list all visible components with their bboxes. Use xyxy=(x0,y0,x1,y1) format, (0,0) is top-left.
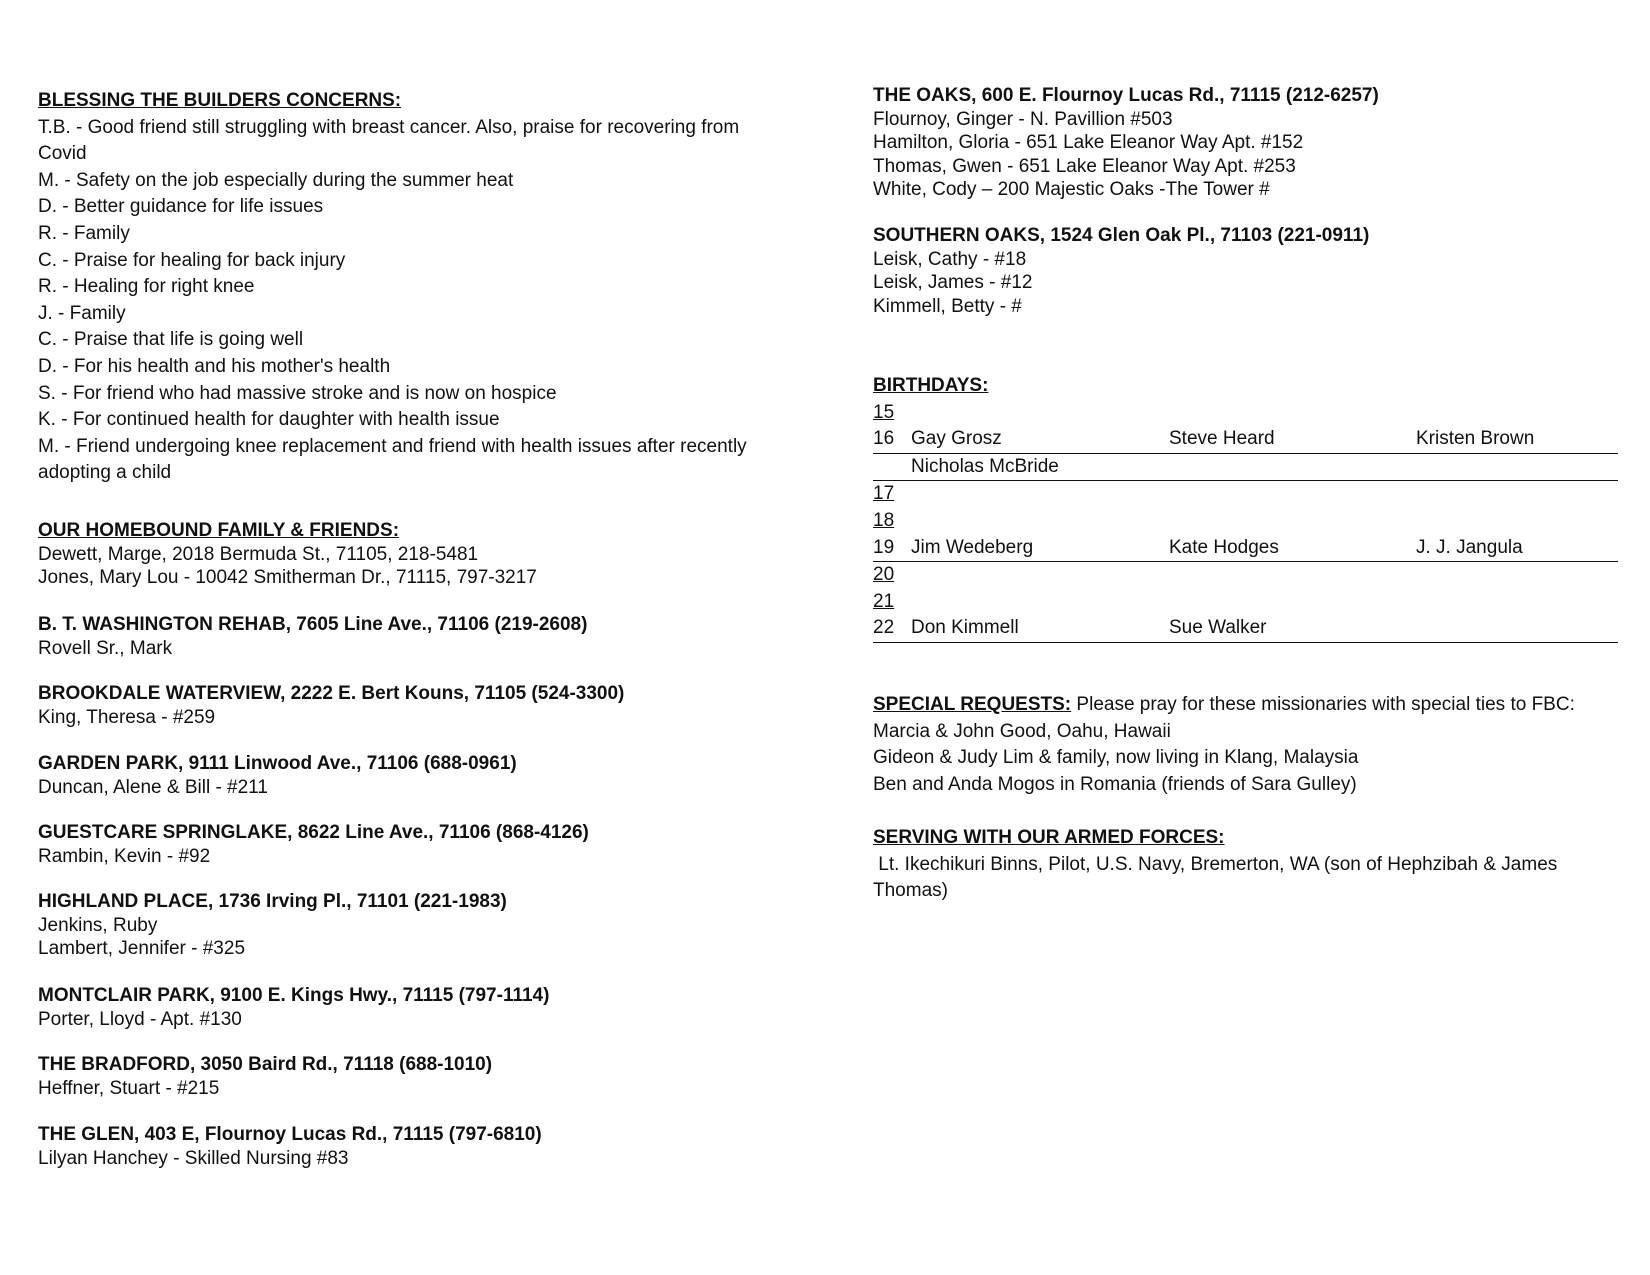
resident-name: Leisk, James - #12 xyxy=(873,272,1033,293)
special-requests-line xyxy=(873,692,1618,719)
birthday-row xyxy=(873,400,1618,427)
resident-name: White, Cody – 200 Majestic Oaks -The Tower # xyxy=(873,179,1270,200)
birthday-day: 22 xyxy=(873,617,895,639)
concern-item: T.B. - Good friend still struggling with breast cancer. Also, praise for recovering from Covid xyxy=(38,116,740,165)
concern-item: C. - Praise that life is going well xyxy=(38,329,304,351)
facility-name: THE GLEN, 403 E, Flournoy Lucas Rd., 71115 (797-6810) xyxy=(38,1124,542,1145)
homebound-item: Dewett, Marge, 2018 Bermuda St., 71105, 218-5481 xyxy=(38,543,479,565)
birthday-name: Jim Wedeberg xyxy=(911,536,1034,558)
facility-block xyxy=(38,613,587,660)
resident-name: Leisk, Cathy - #18 xyxy=(873,248,1027,270)
facility-name: GUESTCARE SPRINGLAKE, 8622 Line Ave., 71106 (868-4126) xyxy=(38,822,589,843)
armed-forces-item: Lt. Ikechikuri Binns, Pilot, U.S. Navy, Bremerton, WA (son of Hephzibah & James Thomas) xyxy=(873,853,1563,902)
concern-item: C. - Praise for healing for back injury xyxy=(38,249,346,271)
concern-item: M. - Friend undergoing knee replacement and friend with health issues after recently adopting a child xyxy=(38,435,747,484)
birthday-day: 19 xyxy=(873,536,895,558)
concern-item: R. - Family xyxy=(38,222,130,244)
resident-name: Flournoy, Ginger - N. Pavillion #503 xyxy=(873,108,1173,130)
special-requests-heading: SPECIAL REQUESTS: xyxy=(873,694,1072,715)
birthday-name: Steve Heard xyxy=(1169,428,1275,450)
birthday-day: 20 xyxy=(873,564,895,586)
missionary-item: Ben and Anda Mogos in Romania (friends of Sara Gulley) xyxy=(873,773,1357,795)
armed-forces-section xyxy=(873,825,1613,905)
birthday-name: Kristen Brown xyxy=(1416,428,1535,450)
armed-forces-heading: SERVING WITH OUR ARMED FORCES: xyxy=(873,827,1225,848)
concern-item: R. - Healing for right knee xyxy=(38,276,255,298)
birthday-row xyxy=(873,426,1618,454)
missionary-item: Gideon & Judy Lim & family, now living in Klang, Malaysia xyxy=(873,747,1359,769)
resident-name: Kimmell, Betty - # xyxy=(873,295,1022,317)
resident-name: Duncan, Alene & Bill - #211 xyxy=(38,776,268,798)
concern-item: M. - Safety on the job especially during the summer heat xyxy=(38,169,514,191)
facility-block xyxy=(38,821,589,868)
birthday-row xyxy=(873,508,1618,535)
resident-name: Rambin, Kevin - #92 xyxy=(38,845,211,867)
birthday-row-continued xyxy=(873,454,1618,482)
concerns-section xyxy=(38,88,778,487)
birthday-name: Nicholas McBride xyxy=(911,455,1059,477)
concern-item: D. - Better guidance for life issues xyxy=(38,196,324,218)
facility-name: GARDEN PARK, 9111 Linwood Ave., 71106 (688-0961) xyxy=(38,753,517,774)
birthdays-heading: BIRTHDAYS: xyxy=(873,375,989,396)
homebound-section xyxy=(38,519,537,590)
facility-name: B. T. WASHINGTON REHAB, 7605 Line Ave., 71106 (219-2608) xyxy=(38,614,588,635)
concerns-heading: BLESSING THE BUILDERS CONCERNS: xyxy=(38,90,402,111)
facility-block xyxy=(38,682,624,729)
resident-name: Lambert, Jennifer - #325 xyxy=(38,938,246,959)
special-requests-intro: Please pray for these missionaries with special ties to FBC: xyxy=(1071,694,1575,715)
missionary-item: Marcia & John Good, Oahu, Hawaii xyxy=(873,720,1171,742)
birthday-row xyxy=(873,562,1618,589)
concern-item: J. - Family xyxy=(38,302,126,324)
facility-block xyxy=(38,752,517,799)
birthday-name: Kate Hodges xyxy=(1169,536,1279,558)
birthdays-section xyxy=(873,373,1618,643)
birthday-row xyxy=(873,589,1618,616)
facility-block xyxy=(873,84,1379,202)
birthday-name: Sue Walker xyxy=(1169,617,1267,639)
facility-name: BROOKDALE WATERVIEW, 2222 E. Bert Kouns, 71105 (524-3300) xyxy=(38,683,625,704)
resident-name: Porter, Lloyd - Apt. #130 xyxy=(38,1008,242,1030)
birthday-name: Don Kimmell xyxy=(911,617,1019,639)
birthday-name: J. J. Jangula xyxy=(1416,536,1523,558)
birthday-row xyxy=(873,615,1618,643)
concern-item: S. - For friend who had massive stroke and is now on hospice xyxy=(38,382,557,404)
facility-block xyxy=(38,1123,542,1170)
facility-block xyxy=(38,1053,492,1100)
facility-block xyxy=(873,224,1369,318)
facility-name: THE BRADFORD, 3050 Baird Rd., 71118 (688-1010) xyxy=(38,1054,493,1075)
birthday-row xyxy=(873,481,1618,508)
resident-name: Jenkins, Ruby xyxy=(38,914,158,936)
concern-item: K. - For continued health for daughter with health issue xyxy=(38,409,500,431)
concern-item: D. - For his health and his mother's health xyxy=(38,355,391,377)
homebound-heading: OUR HOMEBOUND FAMILY & FRIENDS: xyxy=(38,520,400,541)
facility-name: MONTCLAIR PARK, 9100 E. Kings Hwy., 71115 (797-1114) xyxy=(38,985,550,1006)
resident-name: Lilyan Hanchey - Skilled Nursing #83 xyxy=(38,1147,349,1169)
birthday-day: 21 xyxy=(873,590,895,612)
resident-name: Hamilton, Gloria - 651 Lake Eleanor Way Apt. #152 xyxy=(873,132,1304,153)
facility-name: HIGHLAND PLACE, 1736 Irving Pl., 71101 (221-1983) xyxy=(38,891,507,912)
birthday-day: 15 xyxy=(873,401,895,423)
facility-block xyxy=(38,984,549,1031)
birthday-row xyxy=(873,535,1618,563)
resident-name: Thomas, Gwen - 651 Lake Eleanor Way Apt. #253 xyxy=(873,155,1296,177)
resident-name: King, Theresa - #259 xyxy=(38,706,216,728)
birthday-name: Gay Grosz xyxy=(911,428,1002,450)
special-requests-section xyxy=(873,692,1618,798)
birthday-day: 17 xyxy=(873,483,895,505)
facility-name: THE OAKS, 600 E. Flournoy Lucas Rd., 71115 (212-6257) xyxy=(873,85,1379,106)
resident-name: Rovell Sr., Mark xyxy=(38,637,173,659)
facility-block xyxy=(38,890,507,961)
homebound-item: Jones, Mary Lou - 10042 Smitherman Dr., 71115, 797-3217 xyxy=(38,567,537,588)
birthday-day: 16 xyxy=(873,428,895,450)
birthday-day: 18 xyxy=(873,509,895,531)
resident-name: Heffner, Stuart - #215 xyxy=(38,1077,220,1099)
facility-name: SOUTHERN OAKS, 1524 Glen Oak Pl., 71103 (221-0911) xyxy=(873,225,1370,246)
